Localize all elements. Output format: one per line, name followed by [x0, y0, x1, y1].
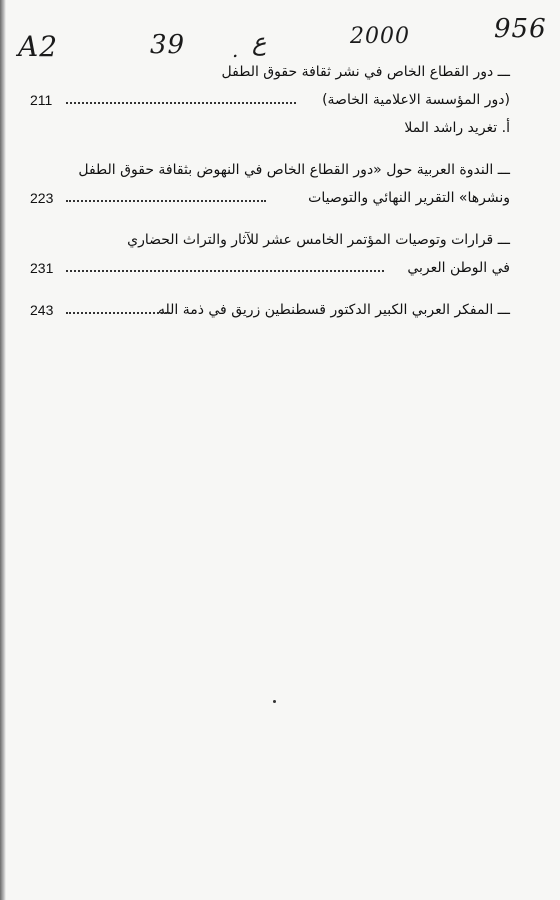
handwritten-code: A2: [18, 30, 59, 63]
toc-entry-1-title: [30, 60, 510, 88]
handwritten-ref: 956: [494, 14, 547, 44]
toc-page-number: 223: [30, 190, 54, 206]
toc-entry-2-title: [30, 158, 510, 186]
toc-entry-text: ـــ دور القطاع الخاص في نشر ثقافة حقوق الطفل: [221, 64, 510, 80]
handwritten-letter: ع: [252, 28, 267, 56]
toc-entry-text: ـــ قرارات وتوصيات المؤتمر الخامس عشر للآثار والتراث الحضاري: [127, 232, 510, 248]
dot-leader: [66, 102, 296, 104]
toc-entry-2-subtitle: [30, 186, 510, 214]
dot-leader: [66, 312, 170, 314]
dot-leader: [66, 200, 266, 202]
toc-entry-3-title: [30, 228, 510, 256]
toc-entry-1-author: [30, 116, 510, 144]
handwritten-dot: .: [232, 38, 240, 62]
toc-entry-text: ونشرها» التقرير النهائي والتوصيات: [308, 190, 510, 206]
handwritten-volume: 39: [150, 30, 186, 60]
toc-page-number: 211: [30, 92, 53, 108]
spacer: [30, 144, 510, 158]
toc-entry-text: ـــ الندوة العربية حول «دور القطاع الخاص في النهوض بثقافة حقوق الطفل: [78, 162, 510, 178]
table-of-contents: [30, 60, 510, 326]
scan-speck: [273, 700, 276, 703]
handwritten-year: 2000: [350, 24, 410, 49]
toc-entry-3-subtitle: [30, 256, 510, 284]
toc-entry-4-title: [30, 298, 510, 326]
scan-edge: [0, 0, 6, 900]
toc-entry-text: (دور المؤسسة الاعلامية الخاصة): [322, 92, 510, 108]
dot-leader: [66, 270, 384, 272]
toc-page-number: 231: [30, 260, 54, 276]
toc-entry-1-subtitle: [30, 88, 510, 116]
toc-entry-text: في الوطن العربي: [407, 260, 510, 276]
toc-entry-text: ـــ المفكر العربي الكبير الدكتور قسطنطين زريق في ذمة الله: [157, 302, 510, 318]
spacer: [30, 214, 510, 228]
toc-page-number: 243: [30, 302, 54, 318]
spacer: [30, 284, 510, 298]
toc-author: أ. تغريد راشد الملا: [404, 120, 510, 136]
